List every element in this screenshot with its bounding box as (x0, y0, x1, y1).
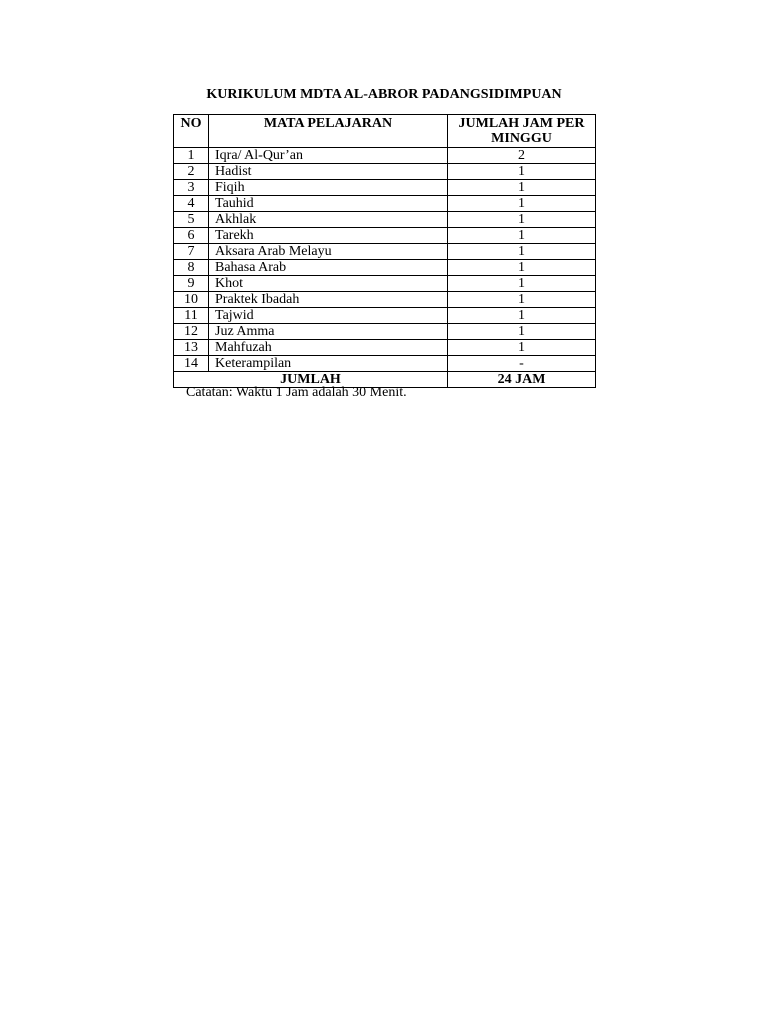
row-hours: 2 (448, 148, 596, 164)
header-hours: JUMLAH JAM PER MINGGU (448, 115, 596, 148)
row-hours: 1 (448, 260, 596, 276)
total-label: JUMLAH (174, 372, 448, 388)
row-subject: Mahfuzah (209, 340, 448, 356)
row-subject: Keterampilan (209, 356, 448, 372)
row-subject: Tarekh (209, 228, 448, 244)
row-no: 8 (174, 260, 209, 276)
row-hours: - (448, 356, 596, 372)
row-no: 7 (174, 244, 209, 260)
row-hours: 1 (448, 324, 596, 340)
row-hours: 1 (448, 228, 596, 244)
table-row (174, 244, 596, 260)
row-no: 9 (174, 276, 209, 292)
table-row (174, 356, 596, 372)
row-subject: Praktek Ibadah (209, 292, 448, 308)
row-no: 12 (174, 324, 209, 340)
row-subject: Iqra/ Al-Qur’an (209, 148, 448, 164)
header-no: NO (174, 115, 209, 148)
table-row (174, 212, 596, 228)
header-subject: MATA PELAJARAN (209, 115, 448, 148)
row-subject: Bahasa Arab (209, 260, 448, 276)
row-no: 1 (174, 148, 209, 164)
row-no: 11 (174, 308, 209, 324)
row-subject: Khot (209, 276, 448, 292)
table-row (174, 228, 596, 244)
row-no: 6 (174, 228, 209, 244)
row-subject: Tauhid (209, 196, 448, 212)
row-subject: Tajwid (209, 308, 448, 324)
table-row (174, 292, 596, 308)
table-row (174, 196, 596, 212)
row-subject: Fiqih (209, 180, 448, 196)
table-row (174, 148, 596, 164)
row-no: 4 (174, 196, 209, 212)
row-subject: Aksara Arab Melayu (209, 244, 448, 260)
row-no: 2 (174, 164, 209, 180)
row-no: 10 (174, 292, 209, 308)
row-no: 14 (174, 356, 209, 372)
row-hours: 1 (448, 196, 596, 212)
row-subject: Akhlak (209, 212, 448, 228)
table-row (174, 340, 596, 356)
row-subject: Hadist (209, 164, 448, 180)
row-hours: 1 (448, 292, 596, 308)
row-no: 13 (174, 340, 209, 356)
table-row (174, 308, 596, 324)
table-row (174, 180, 596, 196)
row-hours: 1 (448, 308, 596, 324)
row-hours: 1 (448, 340, 596, 356)
row-hours: 1 (448, 276, 596, 292)
row-hours: 1 (448, 164, 596, 180)
row-no: 5 (174, 212, 209, 228)
row-subject: Juz Amma (209, 324, 448, 340)
row-hours: 1 (448, 180, 596, 196)
total-value: 24 JAM (448, 372, 596, 388)
document-title: KURIKULUM MDTA AL-ABROR PADANGSIDIMPUAN (206, 87, 562, 102)
row-hours: 1 (448, 244, 596, 260)
footnote: Catatan: Waktu 1 Jam adalah 30 Menit. (186, 385, 407, 400)
row-no: 3 (174, 180, 209, 196)
table-body (174, 148, 596, 388)
row-hours: 1 (448, 212, 596, 228)
table-row (174, 276, 596, 292)
table-row (174, 324, 596, 340)
table-row (174, 260, 596, 276)
table-row (174, 164, 596, 180)
curriculum-table (173, 114, 596, 388)
table-header-row (174, 115, 596, 148)
